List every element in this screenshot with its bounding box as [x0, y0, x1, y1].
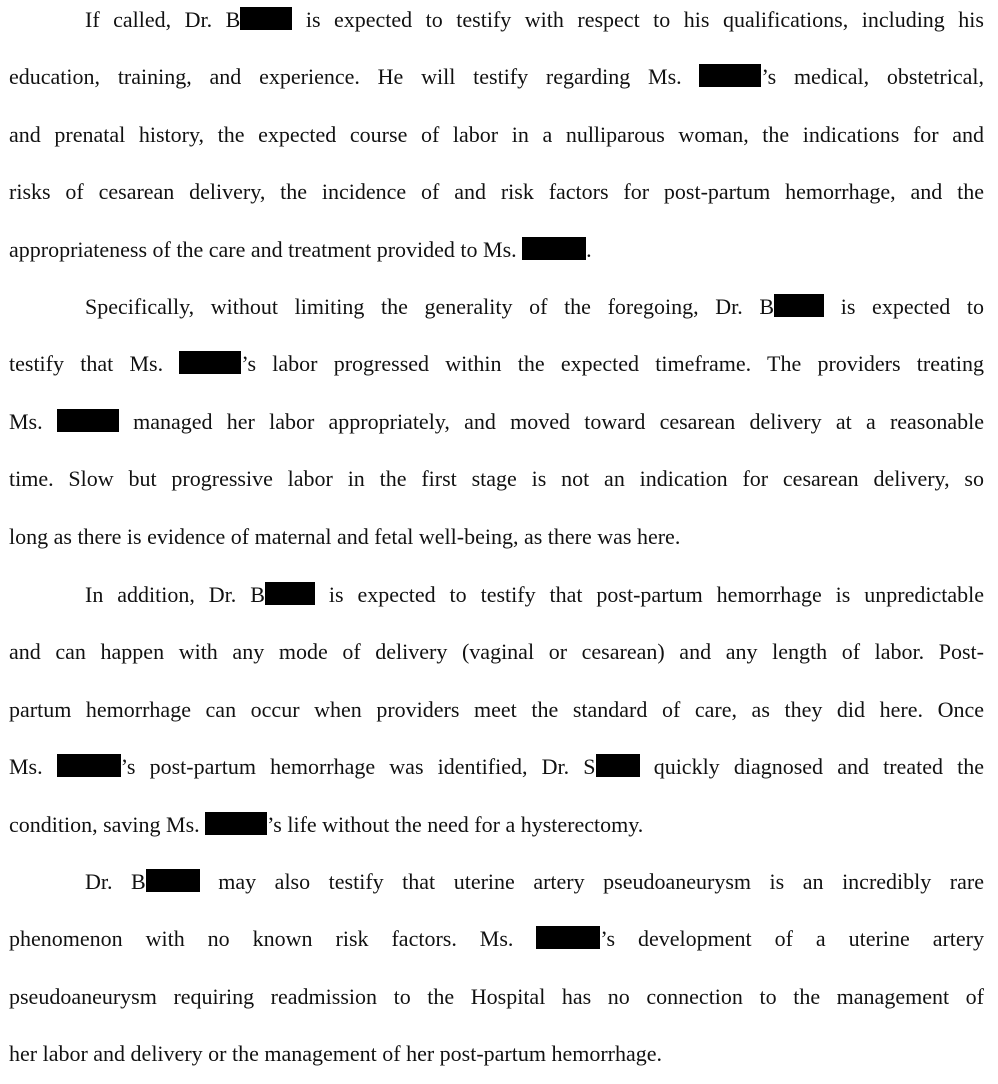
text-line [9, 1037, 984, 1071]
text-segment: appropriateness of the care and treatment provided to Ms. [9, 237, 523, 262]
text-segment: ’s labor progressed within the expected timeframe. The providers treating [241, 351, 984, 376]
text-segment: If called, Dr. B [85, 7, 241, 32]
text-segment: education, training, and experience. He will testify regarding Ms. [9, 64, 700, 89]
text-segment: Ms. [9, 754, 57, 779]
text-line [9, 233, 984, 267]
text-line [85, 578, 984, 612]
text-segment: In addition, Dr. B [85, 582, 265, 607]
redaction-block [699, 64, 761, 87]
redaction-block [146, 869, 200, 892]
text-segment: her labor and delivery or the management of her post-partum hemorrhage. [9, 1041, 663, 1066]
text-segment: Specifically, without limiting the generality of the foregoing, Dr. B [85, 294, 775, 319]
redaction-block [57, 409, 119, 432]
text-segment: Dr. B [85, 869, 146, 894]
redaction-block [240, 7, 292, 30]
redaction-block [265, 582, 315, 605]
text-line [9, 808, 984, 842]
text-segment: is expected to testify that post-partum hemorrhage is unpredictable [314, 582, 984, 607]
text-line [85, 290, 984, 324]
text-segment: ’s development of a uterine artery [600, 926, 984, 951]
text-segment: long as there is evidence of maternal and fetal well-being, as there was here. [9, 524, 681, 549]
redaction-block [596, 754, 640, 777]
redaction-block [205, 812, 267, 835]
text-line [9, 922, 984, 956]
redaction-block [522, 237, 586, 260]
redaction-block [57, 754, 121, 777]
text-segment: and prenatal history, the expected course of labor in a nulliparous woman, the indications for and [9, 122, 984, 147]
text-line [9, 635, 984, 669]
text-segment: phenomenon with no known risk factors. Ms. [9, 926, 537, 951]
text-segment: ’s medical, obstetrical, [761, 64, 985, 89]
text-line [9, 405, 984, 439]
text-segment: condition, saving Ms. [9, 812, 206, 837]
text-line [9, 980, 984, 1014]
text-line [9, 347, 984, 381]
text-segment: risks of cesarean delivery, the incidence of and risk factors for post-partum hemorrhage, and the [9, 179, 984, 204]
text-segment: is expected to [824, 294, 984, 319]
text-segment: quickly diagnosed and treated the [639, 754, 984, 779]
text-line [9, 750, 984, 784]
text-segment: pseudoaneurysm requiring readmission to the Hospital has no connection to the management of [9, 984, 984, 1009]
text-segment: . [586, 237, 592, 262]
text-line [85, 3, 984, 37]
text-segment: time. Slow but progressive labor in the first stage is not an indication for cesarean delivery, so [9, 466, 984, 491]
redaction-block [774, 294, 824, 317]
text-segment: partum hemorrhage can occur when providers meet the standard of care, as they did here. Once [9, 697, 984, 722]
text-line [9, 118, 984, 152]
text-segment: managed her labor appropriately, and moved toward cesarean delivery at a reasonable [118, 409, 985, 434]
redaction-block [179, 351, 241, 374]
text-line [9, 693, 984, 727]
text-segment: testify that Ms. [9, 351, 180, 376]
text-line [9, 175, 984, 209]
text-segment: ’s post-partum hemorrhage was identified, Dr. S [120, 754, 596, 779]
text-line [9, 462, 984, 496]
text-segment: is expected to testify with respect to his qualifications, including his [292, 7, 984, 32]
text-segment: Ms. [9, 409, 57, 434]
redaction-block [536, 926, 600, 949]
text-line [9, 60, 984, 94]
text-line [85, 865, 984, 899]
text-line [9, 520, 984, 554]
text-segment: ’s life without the need for a hysterectomy. [267, 812, 644, 837]
text-segment: may also testify that uterine artery pseudoaneurysm is an incredibly rare [199, 869, 984, 894]
text-segment: and can happen with any mode of delivery (vaginal or cesarean) and any length of labor. Post- [9, 639, 984, 664]
